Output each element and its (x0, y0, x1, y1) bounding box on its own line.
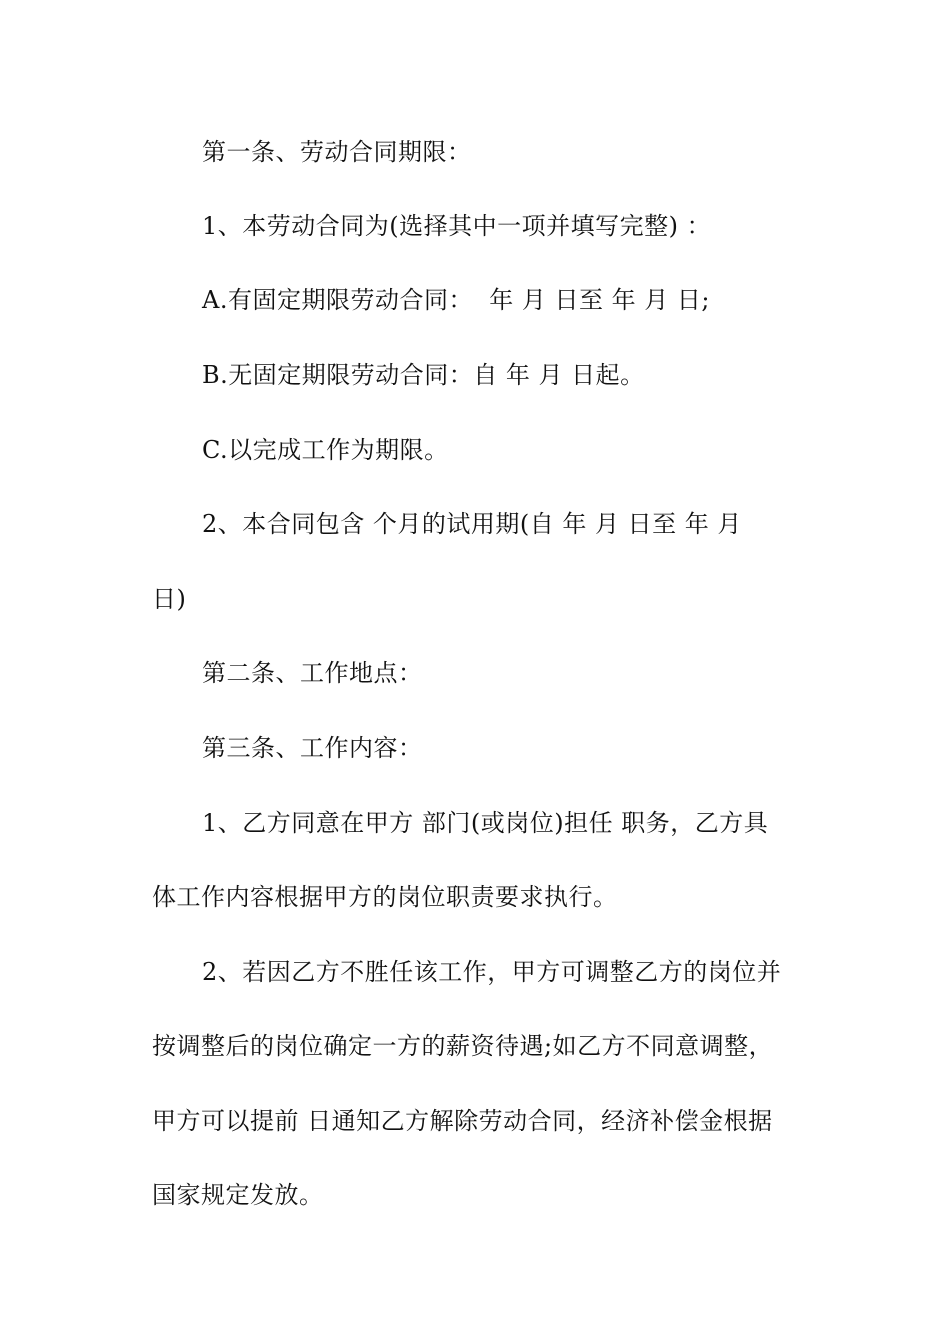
option-c-task-based: C.以完成工作为期限。 (202, 436, 449, 464)
clause-1-2-line-1: 2、本合同包含 个月的试用期(自 年 月 日至 年 月 (202, 510, 742, 538)
clause-3-1-line-2: 体工作内容根据甲方的岗位职责要求执行。 (152, 883, 618, 911)
article-3-heading: 第三条、工作内容： (202, 734, 423, 762)
option-a-fixed-term: A.有固定期限劳动合同： 年 月 日至 年 月 日; (202, 286, 710, 314)
clause-3-2-line-4: 国家规定发放。 (152, 1181, 324, 1209)
article-2-heading: 第二条、工作地点： (202, 659, 423, 687)
clause-3-2-line-2: 按调整后的岗位确定一方的薪资待遇;如乙方不同意调整， (152, 1032, 774, 1060)
clause-3-1-line-1: 1、乙方同意在甲方 部门(或岗位)担任 职务，乙方具 (202, 809, 769, 837)
option-b-open-ended: B.无固定期限劳动合同：自 年 月 日起。 (202, 361, 645, 389)
clause-3-2-line-3: 甲方可以提前 日通知乙方解除劳动合同，经济补偿金根据 (152, 1107, 773, 1135)
clause-1-2-line-2: 日) (152, 585, 187, 613)
clause-3-2-line-1: 2、若因乙方不胜任该工作，甲方可调整乙方的岗位并 (202, 958, 782, 986)
article-1-heading: 第一条、劳动合同期限： (202, 138, 472, 166)
clause-1-1: 1、本劳动合同为(选择其中一项并填写完整) ： (202, 212, 712, 240)
